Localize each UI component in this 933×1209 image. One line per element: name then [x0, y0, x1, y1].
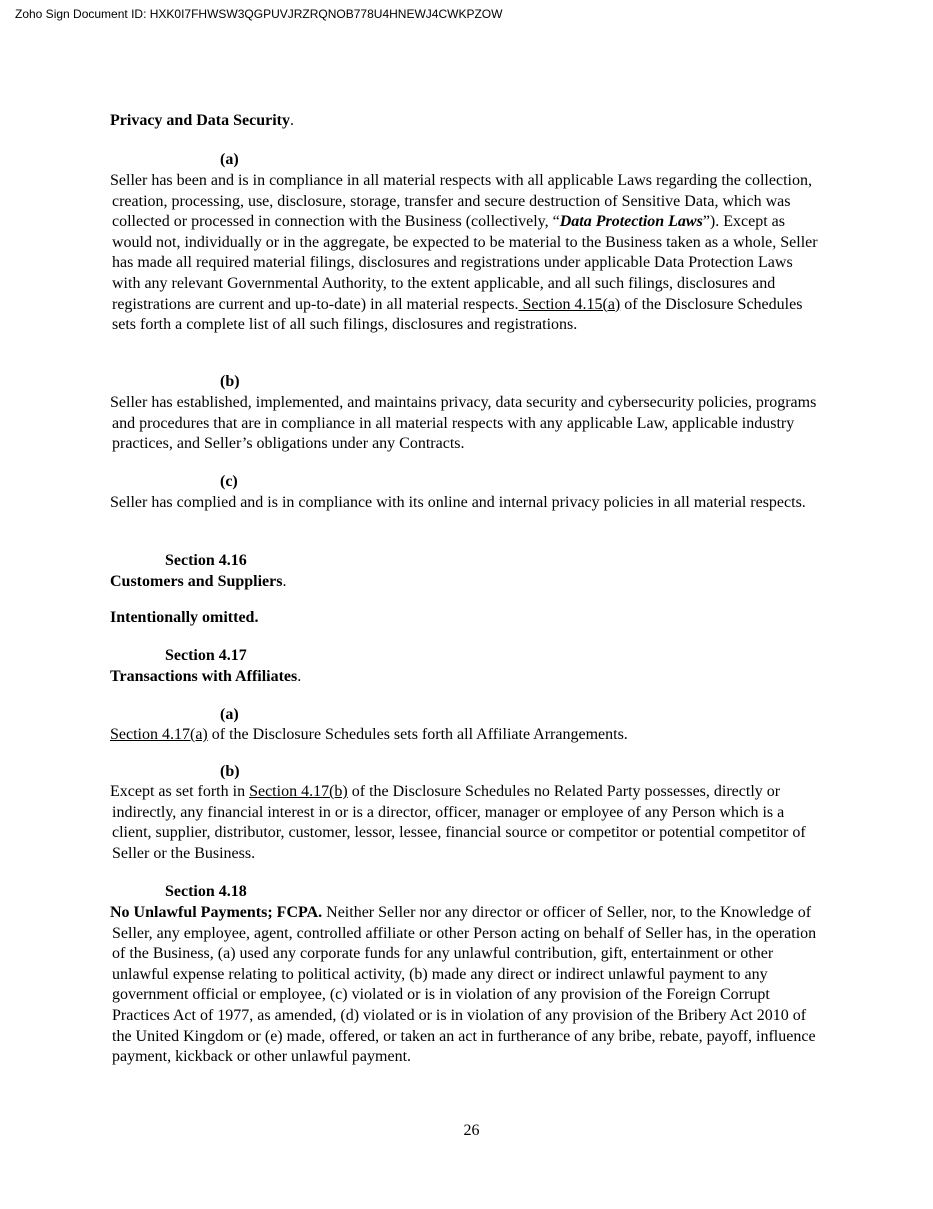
section-4-17b-text-2: of the Disclosure Schedules no Related Party possesses, directly or indirectly, any financial interest in or is a director, officer, manager or employee of any Person which is a client, supplier, distributor, customer, lessor, lessee, financial source or competitor or potential competitor of Seller or the Business. [112, 783, 806, 862]
privacy-b-label: (b) [220, 373, 240, 390]
section-4-16-body: Intentionally omitted. [110, 609, 259, 626]
privacy-heading: Privacy and Data Security. [110, 112, 294, 129]
privacy-a-text-3: of the Disclosure Schedules sets forth a complete list of all such filings, disclosures and registrations. [112, 295, 803, 334]
section-4-17b-label: (b) [220, 763, 240, 780]
privacy-a-label: (a) [220, 151, 239, 168]
section-4-17a-text: of the Disclosure Schedules sets forth all Affiliate Arrangements. [207, 726, 628, 743]
section-4-16-heading: Customers and Suppliers. [110, 573, 287, 590]
document-id: Zoho Sign Document ID: HXK0I7FHWSW3QGPUVJRZRQNOB778U4HNEWJ4CWKPZOW [15, 7, 503, 21]
privacy-a-paragraph [110, 171, 825, 336]
page-number: 26 [463, 1122, 480, 1139]
section-4-18-text: Neither Seller nor any director or officer of Seller, nor, to the Knowledge of Seller, any employee, agent, controlled affiliate or other Person acting on behalf of Seller has, in the operation of the Business, (a) used any corporate funds for any unlawful contribution, gift, entertainment or other unlawful expense relating to political activity, (b) made any direct or indirect unlawful payment to any government official or employee, (c) violated or is in violation of any provision of the Foreign Corrupt Practices Act of 1977, as amended, (d) violated or is in violation of any provision of the Bribery Act 2010 of the United Kingdom or (e) made, offered, or taken an act in furtherance of any bribe, rebate, payoff, influence payment, kickback or other unlawful payment. [112, 904, 817, 1066]
section-4-15a-link[interactable]: Section 4.15(a) [518, 295, 621, 313]
section-4-17b-link[interactable]: Section 4.17(b) [249, 783, 348, 800]
section-4-16-number: Section 4.16 [165, 552, 247, 569]
section-4-17-heading: Transactions with Affiliates. [110, 668, 302, 685]
privacy-a-text-1: Seller has been and is in compliance in all material respects with all applicable Laws regarding the collection, creation, processing, use, disclosure, storage, transfer and secure destruction of Sensitive Data, which was collected or processed in connection with the Business (collectively, “ [110, 172, 812, 231]
section-4-17a-paragraph [110, 725, 825, 746]
privacy-a-text-2: ”). Except as would not, individually or in the aggregate, be expected to be material to the Business taken as a whole, Seller has made all required material filings, disclosures and registrations under applicable Data Protection Laws with any relevant Governmental Authority, to the extent applicable, and all such filings, disclosures and registrations are current and up-to-date) in all material respects. [112, 213, 818, 313]
privacy-b-paragraph [110, 393, 825, 455]
section-4-17b-text-1: Except as set forth in [110, 783, 250, 800]
privacy-c-label: (c) [220, 473, 238, 490]
section-4-17-title: Transactions with Affiliates [110, 668, 298, 685]
section-4-18-paragraph [110, 903, 825, 1068]
section-4-17a-link[interactable]: Section 4.17(a) [110, 726, 208, 743]
defined-term-data-protection-laws: Data Protection Laws [559, 213, 703, 231]
privacy-title: Privacy and Data Security [110, 112, 290, 129]
section-4-17-number: Section 4.17 [165, 647, 247, 664]
privacy-c-paragraph [110, 493, 825, 514]
section-4-17b-paragraph [110, 782, 825, 864]
section-4-18-number: Section 4.18 [165, 883, 247, 900]
privacy-b-text: Seller has established, implemented, and maintains privacy, data security and cybersecurity policies, programs and procedures that are in compliance in all material respects with any applicable Law, applicable industry practices, and Seller’s obligations under any Contracts. [110, 394, 817, 453]
section-4-16-title: Customers and Suppliers [110, 573, 283, 590]
privacy-c-text: Seller has complied and is in compliance with its online and internal privacy policies in all material respects. [110, 494, 806, 511]
section-4-17a-label: (a) [220, 706, 239, 723]
section-4-18-title: No Unlawful Payments; FCPA. [110, 904, 323, 921]
